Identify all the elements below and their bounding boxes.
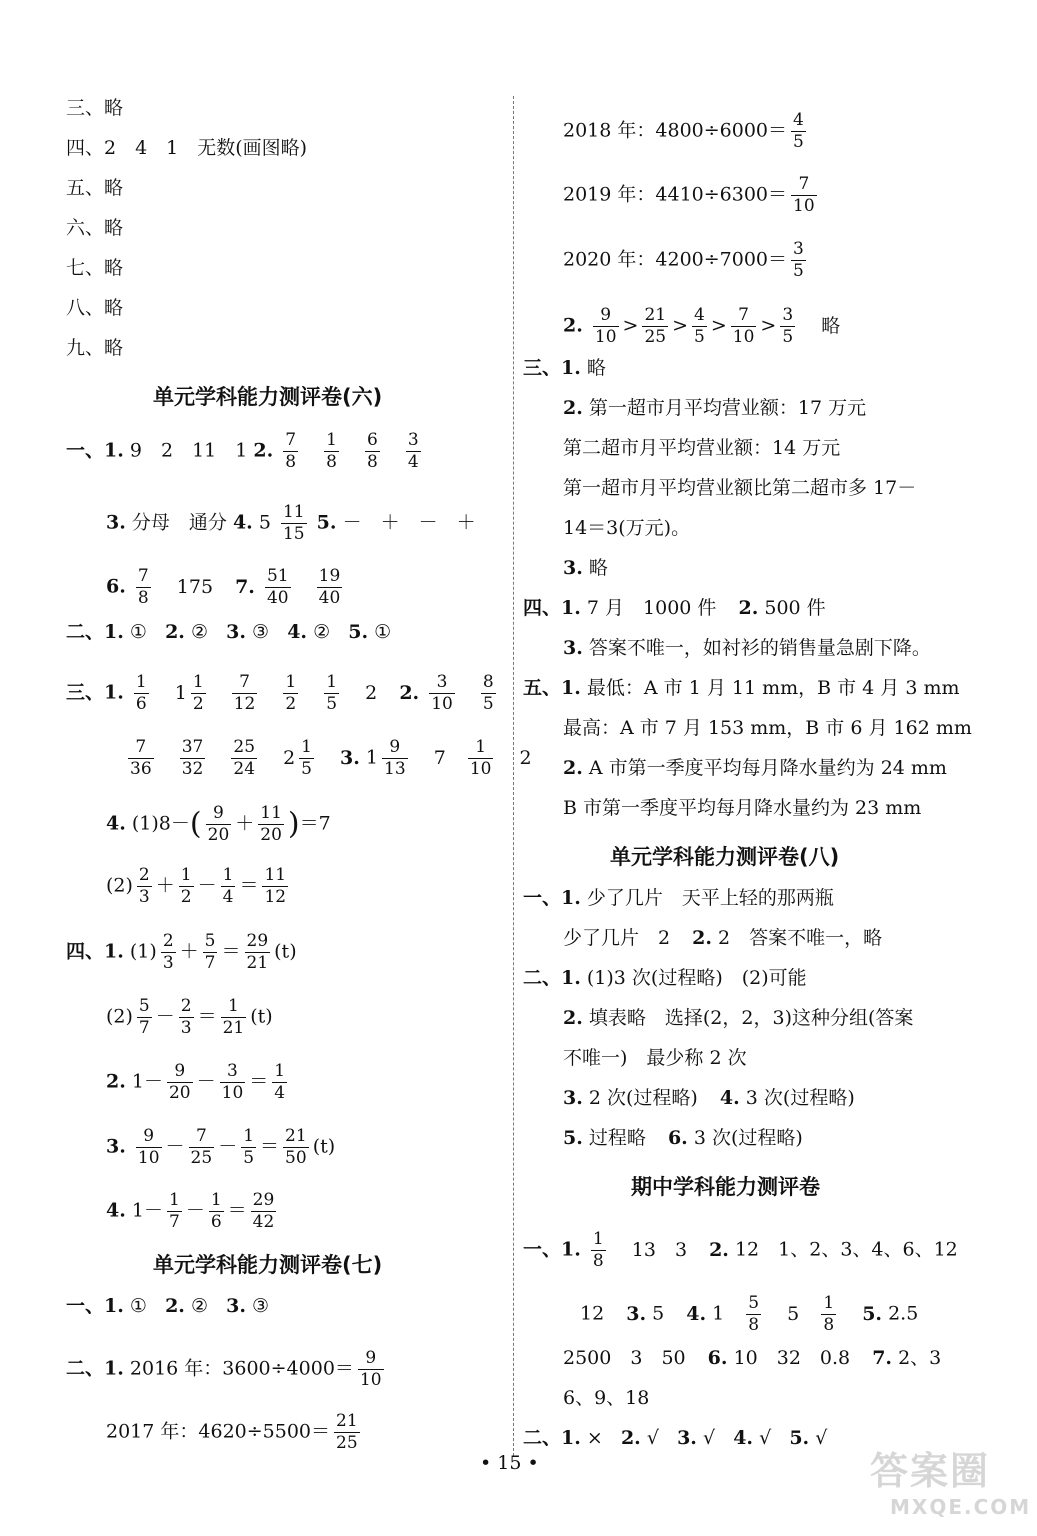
label: 二、1. bbox=[66, 621, 124, 643]
value: 175 bbox=[176, 575, 214, 598]
answer-line bbox=[563, 756, 947, 780]
value: ① bbox=[374, 621, 392, 643]
value: 略 bbox=[588, 557, 608, 579]
label: 3. bbox=[563, 557, 583, 579]
answer-line bbox=[106, 865, 292, 908]
label: 2. bbox=[563, 397, 583, 419]
fraction: $\frac{1}{2}$ bbox=[180, 865, 192, 907]
fraction: $\frac{1}{4}$ bbox=[274, 1061, 286, 1103]
answer-line: 五、略 bbox=[66, 177, 124, 199]
answer-line bbox=[580, 1293, 918, 1336]
value: 7 月 1000 件 bbox=[586, 597, 717, 619]
value: 2 bbox=[283, 746, 296, 769]
value: 1－ bbox=[131, 1070, 163, 1093]
value: 第一超市月平均营业额：17 万元 bbox=[588, 397, 867, 419]
watermark-url: MXQE.COM bbox=[890, 1495, 1032, 1519]
value: 2 答案不唯一，略 bbox=[718, 927, 883, 949]
value: 最低：A 市 1 月 11 mm，B 市 4 月 3 mm bbox=[586, 677, 960, 699]
answer-line bbox=[106, 566, 346, 609]
fraction: $\frac{1}{6}$ bbox=[210, 1190, 222, 1232]
column-divider bbox=[513, 96, 514, 1456]
fraction: $\frac{6}{8}$ bbox=[367, 430, 378, 472]
answer-line bbox=[563, 305, 840, 348]
value: √ bbox=[759, 1427, 772, 1449]
answer-line bbox=[106, 1126, 335, 1169]
value: √ bbox=[815, 1427, 828, 1449]
label: 2. bbox=[106, 1070, 126, 1093]
fraction: $\frac{9}{13}$ bbox=[384, 737, 406, 779]
value: ＋ bbox=[155, 874, 175, 897]
fraction: $\frac{7}{10}$ bbox=[732, 305, 755, 347]
label: 2. bbox=[738, 597, 759, 619]
value: (1)8－ bbox=[131, 812, 190, 835]
label: 7. bbox=[872, 1347, 893, 1369]
fraction: $\frac{2}{3}$ bbox=[162, 931, 174, 973]
value: × bbox=[586, 1427, 603, 1449]
answer-line: 4. (1)8－( $\frac{9}{20}$ ＋ $\frac{11}{20}$ )＝7 bbox=[106, 803, 331, 845]
label: 2. bbox=[563, 314, 583, 337]
answer-line: 三、略 bbox=[66, 97, 124, 119]
label: 6. bbox=[667, 1127, 688, 1149]
value: (2) bbox=[106, 874, 133, 897]
watermark-logo bbox=[870, 1440, 1030, 1530]
value: ＝ bbox=[249, 1070, 269, 1093]
answer-line: 最高：A 市 7 月 153 mm，B 市 6 月 162 mm bbox=[563, 717, 972, 739]
value: (t) bbox=[312, 1135, 336, 1158]
section-heading: 单元学科能力测评卷(七) bbox=[153, 1253, 383, 1277]
fraction: $\frac{5}{7}$ bbox=[138, 996, 150, 1038]
page-number: • 15 • bbox=[480, 1452, 539, 1474]
label: 二、1. bbox=[66, 1357, 124, 1380]
fraction: $\frac{8}{5}$ bbox=[482, 672, 494, 714]
label: 3. bbox=[226, 621, 246, 643]
label: 4. bbox=[232, 511, 253, 534]
value: ② bbox=[190, 1295, 208, 1317]
fraction: $\frac{29}{42}$ bbox=[252, 1190, 275, 1232]
answer-line bbox=[523, 676, 959, 700]
label: 4. bbox=[719, 1087, 740, 1109]
value: (t) bbox=[274, 940, 297, 963]
value: ③ bbox=[252, 621, 270, 643]
answer-line bbox=[523, 1426, 827, 1450]
fraction: $\frac{1}{5}$ bbox=[243, 1126, 255, 1168]
answer-line bbox=[124, 737, 532, 780]
value: 5 bbox=[787, 1302, 800, 1325]
fraction: $\frac{7}{8}$ bbox=[137, 566, 149, 608]
value: 2500 3 50 bbox=[563, 1347, 686, 1369]
label: 6. bbox=[707, 1347, 728, 1369]
fraction: $\frac{5}{7}$ bbox=[204, 931, 216, 973]
value: 2 bbox=[365, 681, 378, 704]
label: 2. bbox=[563, 757, 583, 779]
value: (2) bbox=[106, 1005, 133, 1028]
answer-line bbox=[106, 996, 273, 1039]
label: 四、1. bbox=[66, 940, 124, 963]
value: 略 bbox=[821, 314, 841, 337]
value: 少了几片 2 bbox=[563, 927, 671, 949]
value: － bbox=[165, 1135, 185, 1158]
label: 三、1. bbox=[66, 681, 124, 704]
value: 1 bbox=[365, 746, 379, 769]
fraction: $\frac{11}{12}$ bbox=[264, 865, 287, 907]
label: 3. bbox=[106, 511, 126, 534]
watermark-text: 答案圈 bbox=[870, 1449, 991, 1493]
answer-line: 四、2 4 1 无数(画图略) bbox=[66, 137, 308, 159]
value: ＝ bbox=[260, 1135, 280, 1158]
value: > bbox=[710, 314, 727, 337]
answer-line bbox=[563, 396, 866, 420]
label: 四、1. bbox=[523, 597, 581, 619]
value: 9 2 11 1 bbox=[129, 439, 248, 462]
answer-line: 七、略 bbox=[66, 257, 124, 279]
label: 一、1. bbox=[523, 887, 581, 909]
value: 3 次(过程略) bbox=[693, 1127, 803, 1149]
label: 2. bbox=[253, 439, 274, 462]
fraction: $\frac{21}{25}$ bbox=[644, 305, 667, 347]
answer-line bbox=[563, 1086, 855, 1110]
value: 填表略 选择(2，2，3)这种分组(答案 bbox=[588, 1007, 914, 1029]
label: 6. bbox=[106, 575, 126, 598]
label: 2. bbox=[709, 1238, 729, 1261]
answer-line: B 市第一季度平均每月降水量约为 23 mm bbox=[563, 797, 922, 819]
answer-line bbox=[523, 596, 826, 620]
fraction: $\frac{11}{15}$ bbox=[282, 502, 305, 544]
fraction: $\frac{1}{21}$ bbox=[222, 996, 245, 1038]
label: 二、1. bbox=[523, 967, 581, 989]
section-heading: 期中学科能力测评卷 bbox=[631, 1175, 820, 1199]
fraction: $\frac{3}{10}$ bbox=[221, 1061, 244, 1103]
label: 一、1. bbox=[523, 1238, 581, 1261]
value: 5 bbox=[652, 1302, 665, 1325]
answer-line bbox=[523, 356, 606, 380]
value: ② bbox=[190, 621, 208, 643]
value: 少了几片 天平上轻的那两瓶 bbox=[586, 887, 834, 909]
value: 3 次(过程略) bbox=[745, 1087, 855, 1109]
label: 4. bbox=[733, 1427, 754, 1449]
answer-line bbox=[563, 926, 882, 950]
value: 7 bbox=[433, 746, 446, 769]
answer-line bbox=[106, 1061, 291, 1104]
fraction: $\frac{1}{7}$ bbox=[168, 1190, 180, 1232]
fraction: $\frac{3}{5}$ bbox=[782, 305, 794, 347]
value: 略 bbox=[586, 357, 606, 379]
label: 3. bbox=[340, 746, 360, 769]
answer-line bbox=[523, 886, 834, 910]
label: 2. bbox=[620, 1427, 641, 1449]
value: ＝ bbox=[239, 874, 259, 897]
fraction: $\frac{1}{8}$ bbox=[326, 430, 337, 472]
fraction: $\frac{1}{8}$ bbox=[592, 1229, 604, 1271]
value: 2 bbox=[519, 746, 532, 769]
fraction: $\frac{2}{3}$ bbox=[138, 865, 150, 907]
fraction: $\frac{7}{8}$ bbox=[285, 430, 297, 472]
label: 3. bbox=[106, 1135, 126, 1158]
answer-line bbox=[106, 502, 476, 545]
value: － bbox=[155, 1005, 175, 1028]
label: 5. bbox=[563, 1127, 583, 1149]
value: － bbox=[218, 1135, 238, 1158]
fraction: $\frac{2}{3}$ bbox=[180, 996, 192, 1038]
answer-line: 不唯一) 最少称 2 次 bbox=[563, 1047, 747, 1069]
label: 5. bbox=[348, 621, 369, 643]
value: 13 3 bbox=[631, 1238, 688, 1261]
value: > bbox=[672, 314, 689, 337]
answer-line bbox=[66, 1294, 269, 1318]
value: ① bbox=[129, 621, 147, 643]
answer-line: 六、略 bbox=[66, 217, 124, 239]
fraction: $\frac{1}{10}$ bbox=[469, 737, 492, 779]
value: A 市第一季度平均每月降水量约为 24 mm bbox=[588, 757, 947, 779]
value: 过程略 bbox=[588, 1127, 646, 1149]
answer-line bbox=[106, 1190, 280, 1233]
value: 12 bbox=[580, 1302, 605, 1325]
label: 3. bbox=[563, 1087, 583, 1109]
fraction: $\frac{1}{4}$ bbox=[222, 865, 234, 907]
label: 5. bbox=[316, 511, 337, 534]
fraction: $\frac{7}{36}$ bbox=[130, 737, 152, 779]
value: 2、3 bbox=[898, 1347, 942, 1369]
value: 12 1、2、3、4、6、12 bbox=[734, 1238, 958, 1261]
value: ③ bbox=[252, 1295, 270, 1317]
fraction: $\frac{1}{5}$ bbox=[301, 737, 312, 779]
fraction: $\frac{1}{2}$ bbox=[192, 672, 204, 714]
label: 4. bbox=[106, 812, 126, 835]
label: 7. bbox=[235, 575, 255, 598]
answer-line bbox=[523, 966, 807, 990]
value: 分母 通分 bbox=[131, 511, 227, 534]
fraction: $\frac{9}{10}$ bbox=[359, 1348, 382, 1390]
label: 五、1. bbox=[523, 677, 581, 699]
answer-line bbox=[563, 1126, 803, 1150]
fraction: $\frac{3}{4}$ bbox=[407, 430, 419, 472]
fraction: $\frac{51}{40}$ bbox=[266, 566, 289, 608]
value: 500 件 bbox=[764, 597, 826, 619]
value: 2016 年：3600÷4000＝ bbox=[129, 1357, 354, 1380]
fraction: $\frac{21}{25}$ bbox=[336, 1411, 358, 1453]
value: － ＋ － ＋ bbox=[342, 511, 476, 534]
answer-line bbox=[563, 1006, 913, 1030]
fraction: $\frac{9}{20}$ bbox=[168, 1061, 191, 1103]
fraction: $\frac{9}{10}$ bbox=[594, 305, 617, 347]
fraction: $\frac{4}{5}$ bbox=[793, 110, 804, 152]
fraction: $\frac{7}{12}$ bbox=[233, 672, 256, 714]
value: 2.5 bbox=[888, 1302, 919, 1325]
fraction: $\frac{11}{20}$ bbox=[260, 803, 282, 845]
value: 1－ bbox=[131, 1199, 163, 1222]
value: 2019 年：4410÷6300＝ bbox=[563, 183, 788, 206]
label: 4. bbox=[686, 1302, 707, 1325]
fraction: $\frac{1}{5}$ bbox=[326, 672, 338, 714]
fraction: $\frac{5}{8}$ bbox=[748, 1293, 760, 1335]
value: 答案不唯一，如衬衫的销售量急剧下降。 bbox=[588, 637, 931, 659]
fraction: $\frac{9}{10}$ bbox=[137, 1126, 160, 1168]
label: 三、1. bbox=[523, 357, 581, 379]
value: ＝ bbox=[227, 1199, 247, 1222]
answer-line: 6、9、18 bbox=[563, 1387, 650, 1409]
value: ＝ bbox=[197, 1005, 217, 1028]
fraction: $\frac{21}{50}$ bbox=[285, 1126, 307, 1168]
fraction: $\frac{9}{20}$ bbox=[207, 803, 230, 845]
label: 二、1. bbox=[523, 1427, 581, 1449]
value: 2020 年：4200÷7000＝ bbox=[563, 248, 788, 271]
answer-line: 八、略 bbox=[66, 297, 124, 319]
value: (t) bbox=[250, 1005, 273, 1028]
answer-line bbox=[563, 1346, 941, 1370]
answer-line bbox=[66, 620, 391, 644]
value: 10 32 0.8 bbox=[733, 1347, 851, 1369]
value: ＝ bbox=[221, 940, 241, 963]
value: ① bbox=[129, 1295, 147, 1317]
value: － bbox=[185, 1199, 205, 1222]
value: > bbox=[760, 314, 777, 337]
answer-line bbox=[66, 430, 425, 473]
label: 4. bbox=[287, 621, 308, 643]
value: > bbox=[622, 314, 639, 337]
answer-line bbox=[66, 931, 297, 974]
answer-line bbox=[563, 636, 931, 660]
value: 1 bbox=[174, 681, 187, 704]
fraction: $\frac{19}{40}$ bbox=[318, 566, 341, 608]
value: ＝7 bbox=[299, 812, 331, 835]
label: 一、1. bbox=[66, 439, 124, 462]
answer-line bbox=[563, 239, 810, 282]
answer-line bbox=[563, 556, 608, 580]
label: 5. bbox=[862, 1302, 883, 1325]
label: 2. bbox=[399, 681, 420, 704]
fraction: $\frac{4}{5}$ bbox=[694, 305, 705, 347]
value: 1 bbox=[712, 1302, 725, 1325]
value: 2018 年：4800÷6000＝ bbox=[563, 119, 788, 142]
value: 5 bbox=[258, 511, 271, 534]
value: (1) bbox=[129, 940, 157, 963]
section-heading: 单元学科能力测评卷(八) bbox=[610, 845, 840, 869]
section-heading: 单元学科能力测评卷(六) bbox=[153, 385, 383, 409]
label: 2. bbox=[563, 1007, 583, 1029]
label: 3. bbox=[226, 1295, 246, 1317]
value: √ bbox=[702, 1427, 716, 1449]
label: 3. bbox=[677, 1427, 697, 1449]
answer-line: 第二超市月平均营业额：14 万元 bbox=[563, 437, 841, 459]
label: 一、1. bbox=[66, 1295, 124, 1317]
fraction: $\frac{29}{21}$ bbox=[246, 931, 269, 973]
value: － bbox=[197, 874, 217, 897]
value: － bbox=[196, 1070, 216, 1093]
value: ＋ bbox=[179, 940, 199, 963]
fraction: $\frac{1}{2}$ bbox=[285, 672, 297, 714]
answer-line bbox=[66, 1348, 388, 1391]
value: 2017 年：4620÷5500＝ bbox=[106, 1420, 331, 1443]
fraction: $\frac{7}{25}$ bbox=[190, 1126, 213, 1168]
value: 2 次(过程略) bbox=[588, 1087, 698, 1109]
label: 2. bbox=[692, 927, 712, 949]
answer-line: 九、略 bbox=[66, 337, 124, 359]
value: ② bbox=[313, 621, 331, 643]
fraction: $\frac{1}{8}$ bbox=[823, 1293, 835, 1335]
label: 4. bbox=[106, 1199, 126, 1222]
label: 3. bbox=[563, 637, 583, 659]
fraction: $\frac{25}{24}$ bbox=[233, 737, 256, 779]
answer-line bbox=[563, 110, 810, 153]
value: (1)3 次(过程略) (2)可能 bbox=[586, 967, 807, 989]
answer-line: 第一超市月平均营业额比第二超市多 17－ bbox=[563, 477, 917, 499]
label: 3. bbox=[626, 1302, 647, 1325]
fraction: $\frac{3}{5}$ bbox=[793, 239, 804, 281]
label: 2. bbox=[165, 1295, 185, 1317]
fraction: $\frac{7}{10}$ bbox=[793, 174, 815, 216]
fraction: $\frac{37}{32}$ bbox=[181, 737, 204, 779]
label: 2. bbox=[165, 621, 185, 643]
fraction: $\frac{3}{10}$ bbox=[431, 672, 453, 714]
fraction: $\frac{1}{6}$ bbox=[135, 672, 147, 714]
answer-line bbox=[563, 174, 821, 217]
answer-line bbox=[66, 672, 500, 715]
value: √ bbox=[646, 1427, 659, 1449]
answer-line bbox=[106, 1411, 364, 1454]
answer-line bbox=[523, 1229, 958, 1272]
answer-line: 14＝3(万元)。 bbox=[563, 517, 691, 539]
label: 5. bbox=[789, 1427, 810, 1449]
